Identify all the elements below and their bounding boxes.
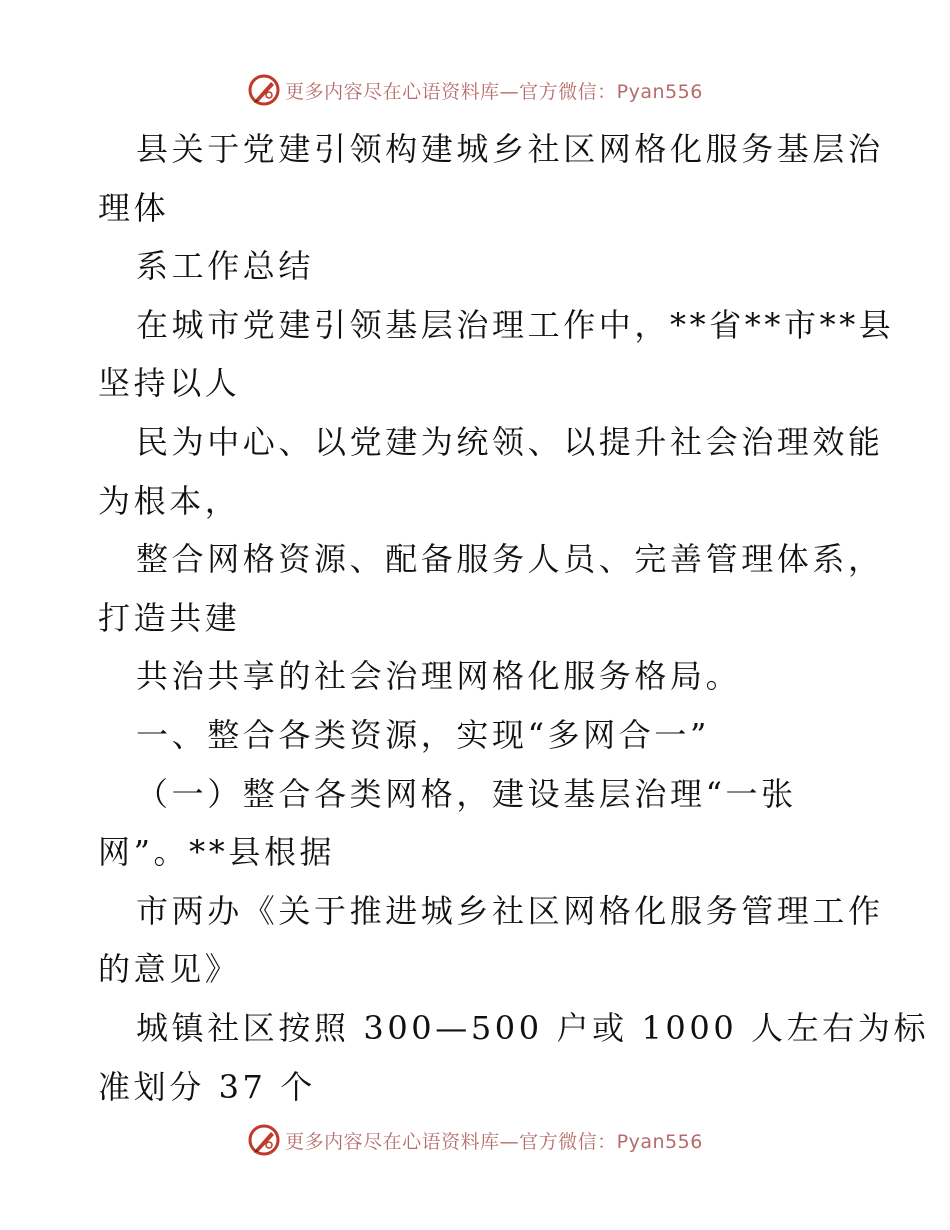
text-line: 市两办《关于推进城乡社区网格化服务管理工作 [136, 891, 884, 930]
header-watermark [0, 70, 950, 110]
text-line: 准划分 37 个 [98, 1067, 316, 1106]
text-line: 县关于党建引领构建城乡社区网格化服务基层治 [136, 130, 884, 168]
subsection-heading: （一）整合各类网格，建设基层治理“一张 [136, 774, 797, 813]
text-line: 网”。**县根据 [98, 833, 336, 872]
text-line: 系工作总结 [136, 247, 315, 286]
watermark-text: 更多内容尽在心语资料库—官方微信：Pyan556 [285, 80, 703, 103]
text-line: 理体 [98, 188, 170, 227]
text-line: 城镇社区按照 300—500 户或 1000 人左右为标 [136, 1008, 930, 1047]
pen-seal-icon [247, 73, 281, 107]
watermark-text: 更多内容尽在心语资料库—官方微信：Pyan556 [285, 1130, 703, 1153]
text-line: 民为中心、以党建为统领、以提升社会治理效能 [136, 422, 884, 461]
text-line: 共治共享的社会治理网格化服务格局。 [136, 657, 742, 696]
footer-watermark [0, 1120, 950, 1160]
text-line: 的意见》 [98, 950, 241, 989]
pen-seal-icon [247, 1123, 281, 1157]
text-line: 在城市党建引领基层治理工作中，**省**市**县 [136, 305, 895, 344]
section-heading: 一、整合各类资源，实现“多网合一” [136, 715, 710, 754]
text-line: 为根本， [98, 481, 241, 520]
text-line: 整合网格资源、配备服务人员、完善管理体系， [136, 540, 884, 579]
document-body [98, 120, 930, 1116]
text-line: 坚持以人 [98, 364, 241, 403]
text-line: 打造共建 [98, 598, 241, 637]
